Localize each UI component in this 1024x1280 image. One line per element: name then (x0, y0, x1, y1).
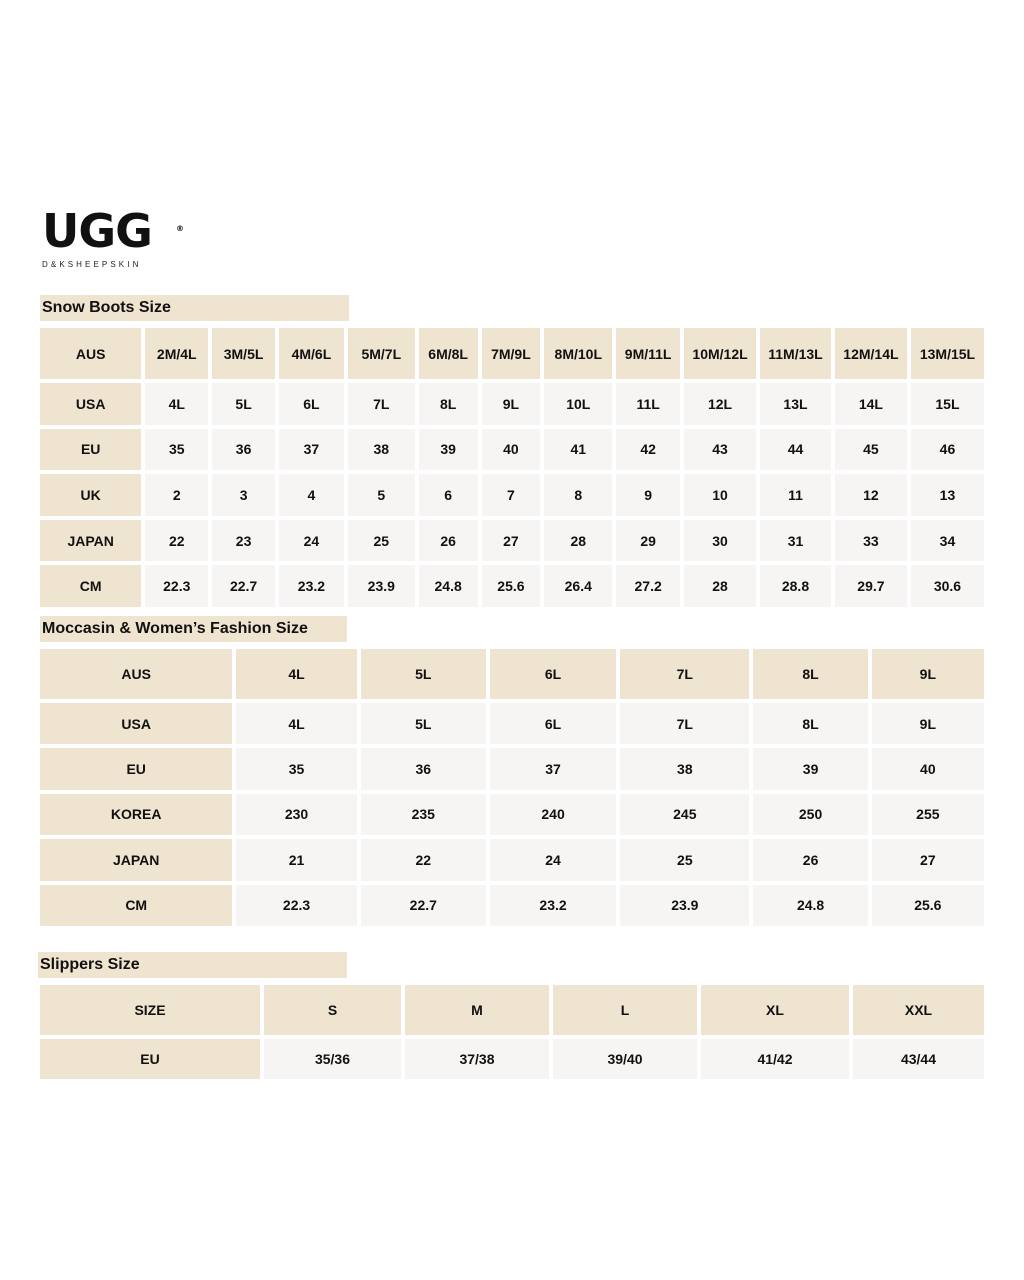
row-label-cell: EU (40, 429, 141, 471)
size-cell: 235 (361, 794, 486, 835)
size-cell: 9 (616, 474, 680, 516)
table-row-japan (40, 520, 984, 562)
size-cell: 28.8 (760, 565, 831, 607)
row-label-cell: USA (40, 383, 141, 425)
size-cell: 36 (361, 748, 486, 789)
size-cell: 45 (835, 429, 907, 471)
size-cell: 25.6 (482, 565, 541, 607)
size-cell: 30 (684, 520, 756, 562)
size-cell: 27 (482, 520, 541, 562)
header-cell: L (553, 985, 697, 1035)
table-row-eu (40, 429, 984, 471)
size-cell: 13L (760, 383, 831, 425)
row-label-cell: JAPAN (40, 520, 141, 562)
size-cell: 8L (753, 703, 867, 744)
size-cell: 25 (620, 839, 749, 880)
size-cell: 40 (872, 748, 984, 789)
section-title-moccasin: Moccasin & Women’s Fashion Size (40, 616, 347, 642)
size-cell: 2 (145, 474, 208, 516)
size-cell: 41 (544, 429, 612, 471)
size-cell: 35/36 (264, 1039, 401, 1079)
size-cell: 6L (490, 703, 616, 744)
size-cell: 28 (544, 520, 612, 562)
header-cell: 2M/4L (145, 328, 208, 379)
size-cell: 24 (490, 839, 616, 880)
size-cell: 23 (212, 520, 275, 562)
size-cell: 46 (911, 429, 984, 471)
header-cell: M (405, 985, 549, 1035)
size-cell: 5 (348, 474, 415, 516)
size-cell: 4 (279, 474, 344, 516)
size-cell: 250 (753, 794, 867, 835)
size-cell: 23.2 (490, 885, 616, 926)
size-cell: 39 (419, 429, 478, 471)
header-cell: XXL (853, 985, 984, 1035)
size-cell: 23.9 (620, 885, 749, 926)
size-cell: 8 (544, 474, 612, 516)
size-cell: 5L (212, 383, 275, 425)
table-row-eu (40, 1039, 984, 1079)
header-label-cell: AUS (40, 328, 141, 379)
header-label-cell: AUS (40, 649, 232, 699)
size-cell: 31 (760, 520, 831, 562)
size-cell: 36 (212, 429, 275, 471)
size-cell: 42 (616, 429, 680, 471)
table-row-usa (40, 383, 984, 425)
size-cell: 26 (753, 839, 867, 880)
size-cell: 35 (145, 429, 208, 471)
header-cell: 4L (236, 649, 356, 699)
section-title-slippers: Slippers Size (38, 952, 347, 978)
size-cell: 11 (760, 474, 831, 516)
header-cell: 12M/14L (835, 328, 907, 379)
size-cell: 28 (684, 565, 756, 607)
header-cell: 11M/13L (760, 328, 831, 379)
table-row-japan (40, 839, 984, 880)
size-cell: 8L (419, 383, 478, 425)
section-title-snow-boots: Snow Boots Size (40, 295, 349, 321)
size-cell: 14L (835, 383, 907, 425)
size-cell: 25.6 (872, 885, 984, 926)
header-cell: 9M/11L (616, 328, 680, 379)
logo-wordmark (42, 204, 183, 258)
size-cell: 23.9 (348, 565, 415, 607)
size-cell: 7L (348, 383, 415, 425)
size-cell: 30.6 (911, 565, 984, 607)
slippers-size-table (36, 981, 988, 1083)
size-cell: 3 (212, 474, 275, 516)
size-cell: 39/40 (553, 1039, 697, 1079)
row-label-cell: CM (40, 565, 141, 607)
size-cell: 44 (760, 429, 831, 471)
header-row (40, 328, 984, 379)
size-cell: 38 (348, 429, 415, 471)
header-cell: 7L (620, 649, 749, 699)
size-cell: 255 (872, 794, 984, 835)
size-cell: 6 (419, 474, 478, 516)
header-cell: 7M/9L (482, 328, 541, 379)
table-row-cm (40, 565, 984, 607)
row-label-cell: UK (40, 474, 141, 516)
size-cell: 29 (616, 520, 680, 562)
size-cell: 26 (419, 520, 478, 562)
size-cell: 5L (361, 703, 486, 744)
row-label-cell: KOREA (40, 794, 232, 835)
size-cell: 37 (490, 748, 616, 789)
size-cell: 21 (236, 839, 356, 880)
header-label-cell: SIZE (40, 985, 260, 1035)
header-cell: S (264, 985, 401, 1035)
table-row-uk (40, 474, 984, 516)
row-label-cell: USA (40, 703, 232, 744)
size-cell: 240 (490, 794, 616, 835)
header-cell: 4M/6L (279, 328, 344, 379)
size-cell: 7 (482, 474, 541, 516)
header-cell: 6M/8L (419, 328, 478, 379)
size-cell: 15L (911, 383, 984, 425)
size-cell: 23.2 (279, 565, 344, 607)
size-cell: 39 (753, 748, 867, 789)
header-cell: 6L (490, 649, 616, 699)
header-cell: 8M/10L (544, 328, 612, 379)
size-cell: 22.3 (145, 565, 208, 607)
size-cell: 38 (620, 748, 749, 789)
size-cell: 43/44 (853, 1039, 984, 1079)
size-cell: 7L (620, 703, 749, 744)
size-cell: 43 (684, 429, 756, 471)
row-label-cell: JAPAN (40, 839, 232, 880)
size-cell: 34 (911, 520, 984, 562)
size-cell: 37 (279, 429, 344, 471)
size-cell: 230 (236, 794, 356, 835)
row-label-cell: EU (40, 748, 232, 789)
moccasin-size-table (36, 645, 988, 930)
size-cell: 4L (236, 703, 356, 744)
header-cell: 3M/5L (212, 328, 275, 379)
size-cell: 22 (145, 520, 208, 562)
table-row-cm (40, 885, 984, 926)
size-cell: 4L (145, 383, 208, 425)
size-cell: 11L (616, 383, 680, 425)
size-cell: 9L (872, 703, 984, 744)
size-cell: 12 (835, 474, 907, 516)
size-cell: 22.3 (236, 885, 356, 926)
size-cell: 41/42 (701, 1039, 849, 1079)
logo-text: UGG (42, 204, 152, 258)
size-cell: 24.8 (419, 565, 478, 607)
row-label-cell: CM (40, 885, 232, 926)
header-cell: 9L (872, 649, 984, 699)
size-cell: 10L (544, 383, 612, 425)
size-cell: 37/38 (405, 1039, 549, 1079)
size-cell: 22.7 (212, 565, 275, 607)
size-cell: 35 (236, 748, 356, 789)
size-cell: 13 (911, 474, 984, 516)
header-cell: 5L (361, 649, 486, 699)
ugg-logo (42, 204, 183, 269)
size-cell: 22 (361, 839, 486, 880)
header-row (40, 649, 984, 699)
size-cell: 26.4 (544, 565, 612, 607)
size-cell: 24 (279, 520, 344, 562)
size-cell: 10 (684, 474, 756, 516)
header-cell: 5M/7L (348, 328, 415, 379)
logo-tagline: D&KSHEEPSKIN (42, 260, 142, 269)
header-cell: 13M/15L (911, 328, 984, 379)
size-cell: 6L (279, 383, 344, 425)
row-label-cell: EU (40, 1039, 260, 1079)
size-cell: 22.7 (361, 885, 486, 926)
size-cell: 27 (872, 839, 984, 880)
size-cell: 9L (482, 383, 541, 425)
table-row-eu (40, 748, 984, 789)
size-cell: 40 (482, 429, 541, 471)
header-cell: 8L (753, 649, 867, 699)
header-cell: XL (701, 985, 849, 1035)
header-row (40, 985, 984, 1035)
header-cell: 10M/12L (684, 328, 756, 379)
size-cell: 27.2 (616, 565, 680, 607)
size-cell: 25 (348, 520, 415, 562)
size-cell: 245 (620, 794, 749, 835)
table-row-usa (40, 703, 984, 744)
size-cell: 12L (684, 383, 756, 425)
table-row-korea (40, 794, 984, 835)
registered-mark: ® (176, 224, 183, 233)
size-cell: 29.7 (835, 565, 907, 607)
size-cell: 24.8 (753, 885, 867, 926)
snow-boots-size-table (36, 324, 988, 611)
size-cell: 33 (835, 520, 907, 562)
